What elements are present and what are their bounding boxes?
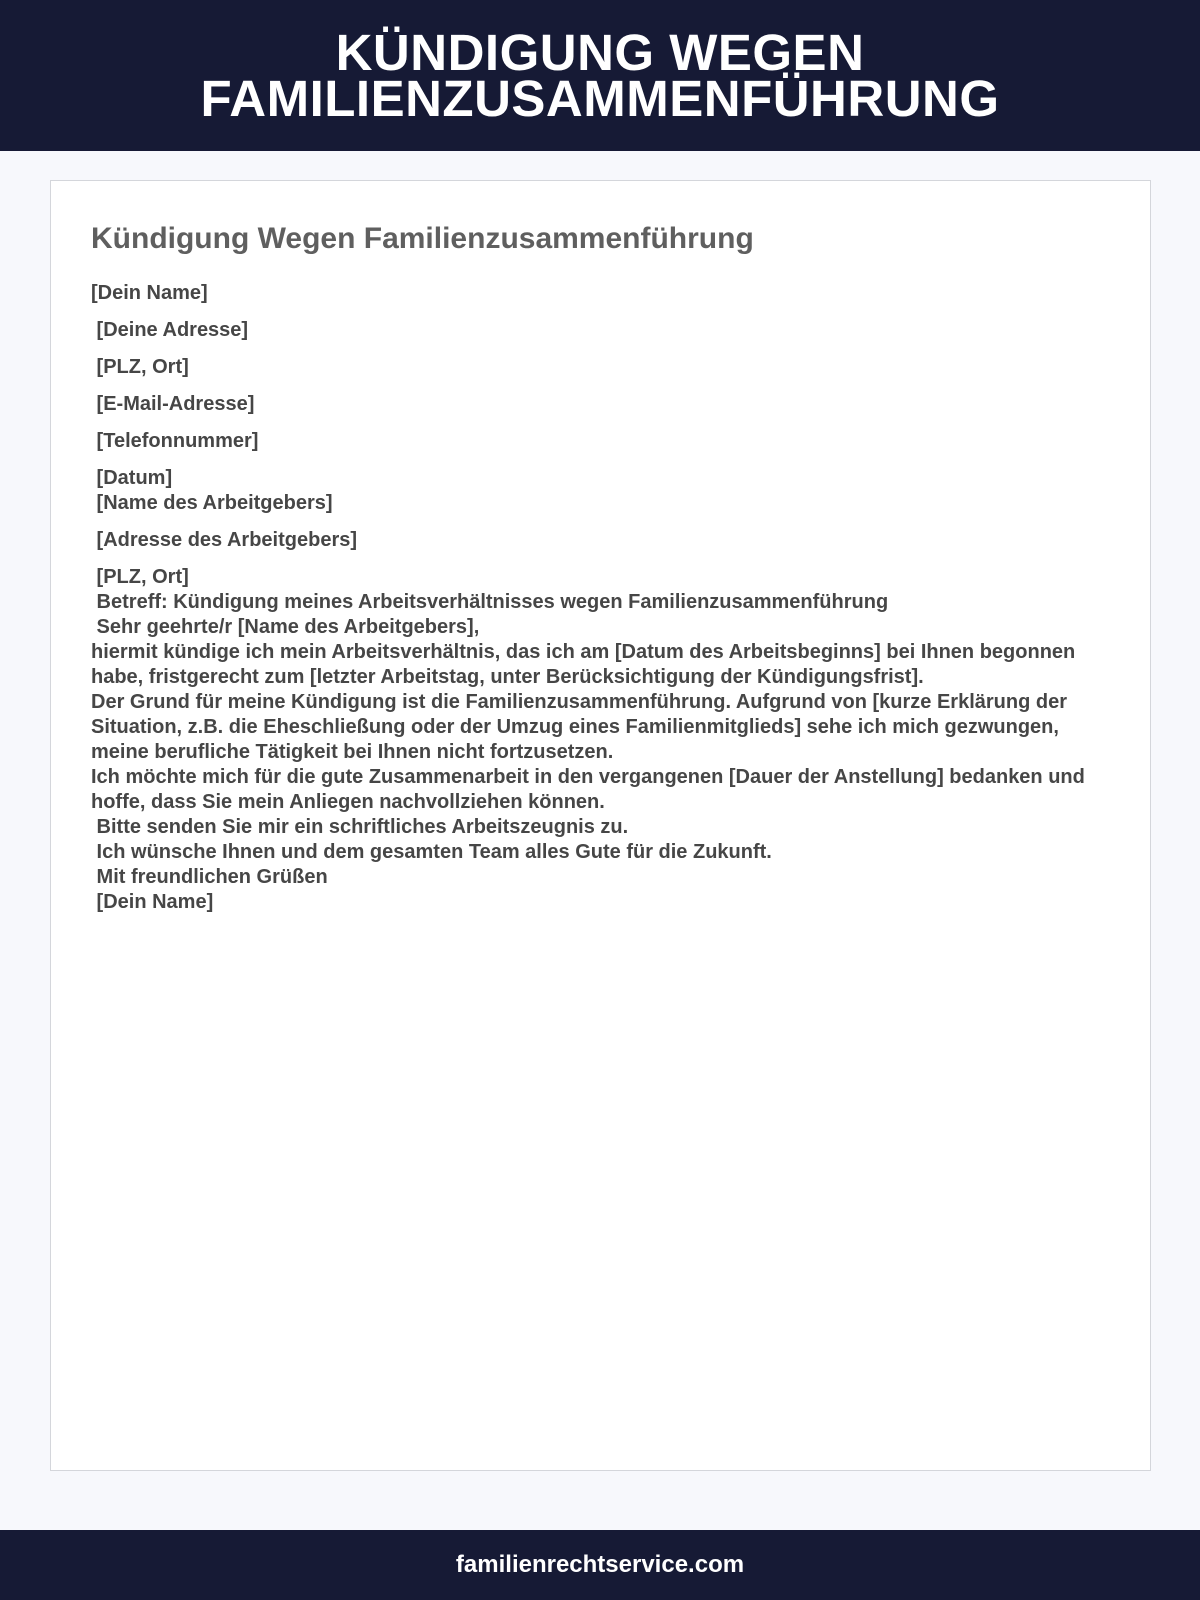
sender-address: [Deine Adresse]	[91, 319, 249, 341]
letter-body	[91, 281, 1101, 915]
header-banner	[0, 0, 1200, 151]
paragraph-reason: Der Grund für meine Kündigung ist die Familienzusammenführung. Aufgrund von [kurze Erklärung der Situation, z.B. die Eheschließung oder der Umzug eines Familienmitglieds] sehe ich mich gezwungen, meine berufliche Tätigkeit bei Ihnen nicht fortzusetzen.	[91, 691, 1067, 763]
recipient-name: [Name des Arbeitgebers]	[91, 492, 333, 514]
recipient-address: [Adresse des Arbeitgebers]	[91, 529, 358, 551]
sender-city: [PLZ, Ort]	[91, 356, 189, 378]
wishes-line: Ich wünsche Ihnen und dem gesamten Team alles Gute für die Zukunft.	[91, 841, 772, 863]
header-title: KÜNDIGUNG WEGEN FAMILIENZUSAMMENFÜHRUNG	[200, 23, 1000, 127]
paragraph-notice: hiermit kündige ich mein Arbeitsverhältnis, das ich am [Datum des Arbeitsbeginns] bei Ihnen begonnen habe, fristgerecht zum [letzter Arbeitstag, unter Berücksichtigung der Kündigungsfrist].	[91, 641, 1076, 688]
request-line: Bitte senden Sie mir ein schriftliches Arbeitszeugnis zu.	[91, 816, 629, 838]
recipient-city: [PLZ, Ort]	[91, 566, 189, 588]
paragraph-thanks: Ich möchte mich für die gute Zusammenarbeit in den vergangenen [Dauer der Anstellung] bedanken und hoffe, dass Sie mein Anliegen nachvollziehen können.	[91, 766, 1085, 813]
footer-site-link[interactable]: familienrechtservice.com	[455, 1551, 745, 1578]
signature-line: [Dein Name]	[91, 891, 214, 913]
sender-email: [E-Mail-Adresse]	[91, 393, 255, 415]
sender-phone: [Telefonnummer]	[91, 430, 259, 452]
salutation: Sehr geehrte/r [Name des Arbeitgebers],	[91, 616, 480, 638]
letter-card	[50, 180, 1151, 1471]
footer-banner	[0, 1530, 1200, 1600]
letter-date: [Datum]	[91, 467, 173, 489]
closing-line: Mit freundlichen Grüßen	[91, 866, 328, 888]
sender-name: [Dein Name]	[91, 282, 208, 304]
document-title: Kündigung Wegen Familienzusammenführung	[91, 222, 754, 255]
subject-line: Betreff: Kündigung meines Arbeitsverhältnisses wegen Familienzusammenführung	[91, 591, 889, 613]
